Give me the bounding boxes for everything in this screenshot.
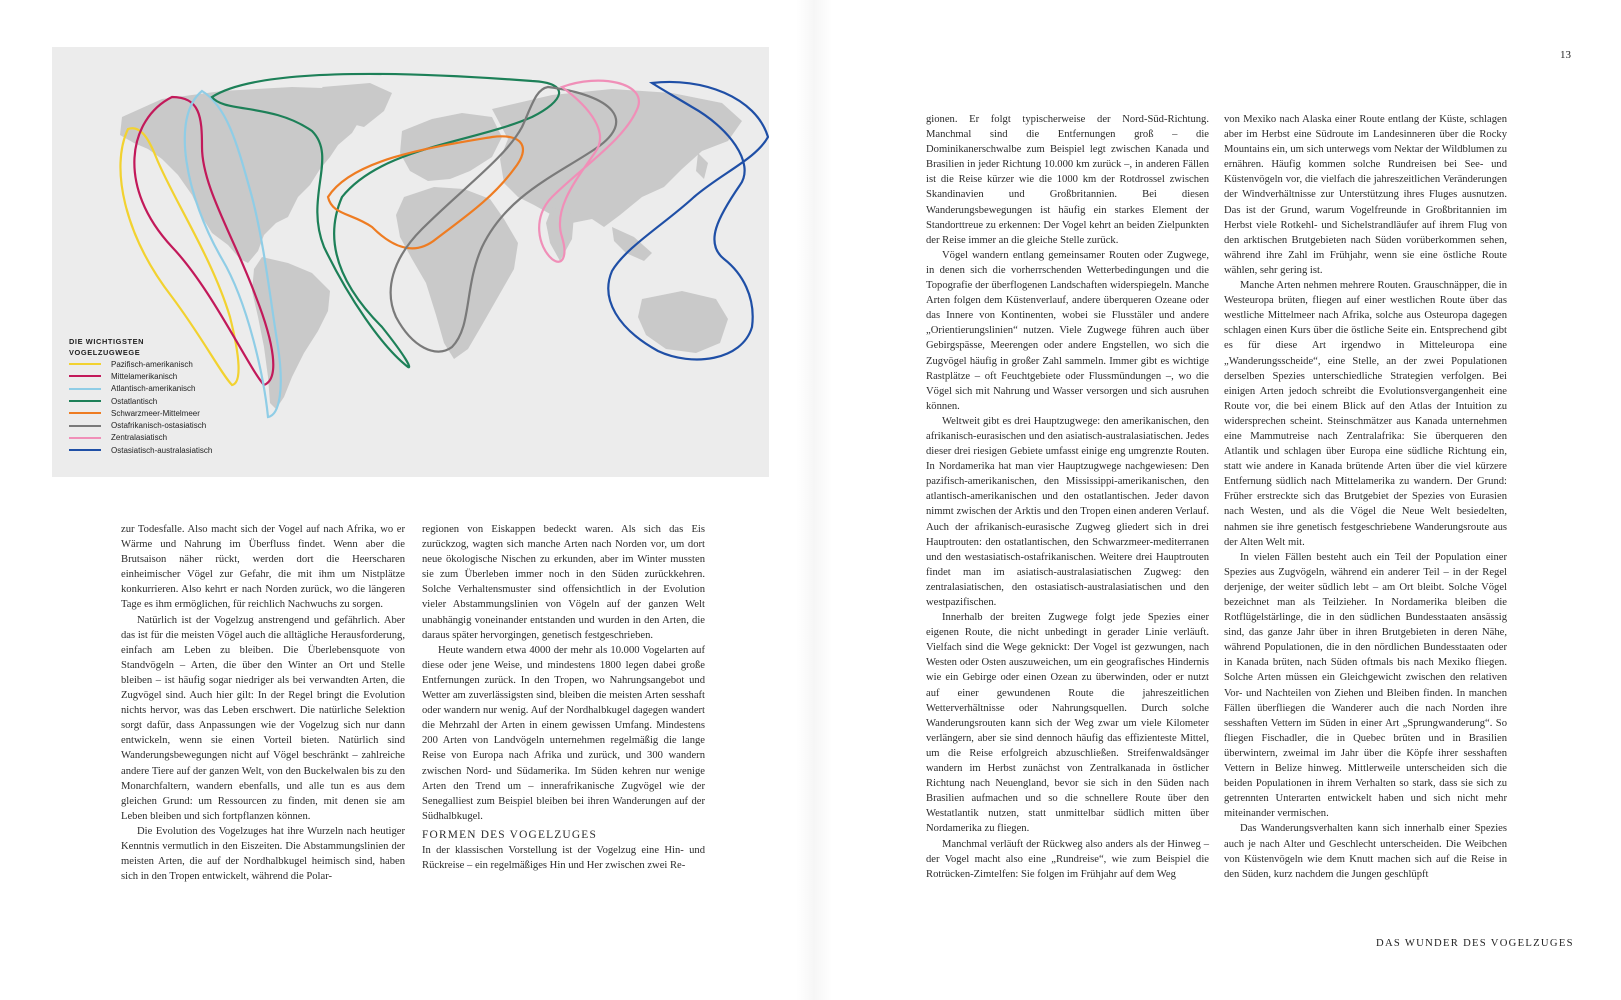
paragraph: Weltweit gibt es drei Hauptzugwege: den amerikanischen, den afrikanisch-eurasischen und den asiatisch-australasiatischen. Jedes dieser drei riesigen Gebiete umfasst einige eng umgrenzte Routen. In Nordamerika hat man vier Hauptzugwege nachgewiesen: Den pazifisch-amerikanischen, den Mississippi-amerikanischen, den atlantisch-amerikanischen und den ostatlantischen. Jeder davon nimmt zwischen der Arktis und den Tropen einen anderen Verlauf. Auch der afrikanisch-eurasische Zugweg gliedert sich in drei Hauptrouten: den ostatlantischen, den Schwarzmeer-mediterranen und den westasiatisch-ostafrikanischen. Weitere drei Hauptrouten findet man im asiatisch-australasiatischen Zugweg: den zentralasiatischen, den ostasiatisch-australasiatischen und den westpazifischen. xyxy=(926,415,1209,608)
legend-item-east-atlantic xyxy=(69,395,299,407)
paragraph: Heute wandern etwa 4000 der mehr als 10.000 Vogelarten auf diese oder jene Weise, und mindestens 1800 legen dabei große Entfernungen zurück. In den Tropen, wo Nahrungsangebot und Wetter am zuverlässigsten sind, bleiben die meisten Arten sesshaft oder wandern nur wenig. Auf der Nordhalbkugel dagegen wandert die Mehrzahl der Arten in einem gewissen Umfang. Mindestens 200 Arten von Landvögeln unternehmen regelmäßig die lange Reise von Europa nach Afrika und zurück, und 300 wandern zwischen Nord- und Südamerika. Im Süden kehren nur wenige Arten den Trend um – innerafrikanische Zugvögel wie der Senegalliest zum Beispiel bleiben bei ihren Wanderungen auf der Südhalbkugel. xyxy=(422,644,705,822)
page-gutter xyxy=(796,0,832,1000)
legend-label: Ostafrikanisch-ostasiatisch xyxy=(111,421,207,431)
paragraph: Natürlich ist der Vogelzug anstrengend und gefährlich. Aber das ist für die meisten Vögel auch die alltägliche Herausforderung, einfach am Leben zu bleiben. Die Überlebensquote von Standvögeln – Arten, die über den Winter an Ort und Stelle bleiben – ist häufig sogar niedriger als bei verwandten Arten, die Zugvögel sind. Auch hier gilt: In der Regel bringt die Evolution nichts hervor, was das Leben erschwert. Die natürliche Selektion sorgt dafür, dass Anpassungen wie der Vogelzug sich nur dann entwickeln, wenn sie einen Vorteil bieten. Natürlich sind Wanderungsbewegungen nicht auf Vögel beschränkt – zahlreiche andere Tiere auf der ganzen Welt, von den Buckelwalen bis zu den Monarchfaltern, wandern ebenfalls, und alle tun es aus dem gleichen Grund: um Ressourcen zu finden, mit denen sie am Leben bleiben und sich fortpflanzen können. xyxy=(121,614,405,822)
legend-item-atlantic-american xyxy=(69,383,299,395)
paragraph: Manchmal verläuft der Rückweg also anders als der Hinweg – der Vogel macht also eine „Rundreise“, wie zum Beispiel die Rotrücken-Zimtelfen: Sie folgen im Frühjahr auf dem Weg xyxy=(926,838,1209,880)
legend-item-central-american xyxy=(69,370,299,382)
legend-swatch xyxy=(69,449,101,451)
legend-swatch xyxy=(69,400,101,402)
legend-item-east-africa-east-asia xyxy=(69,419,299,431)
paragraph: Die Evolution des Vogelzuges hat ihre Wurzeln nach heutiger Kenntnis vermutlich in den Eiszeiten. Die Abstammungslinien der meisten Arten, die auf der Nordhalbkugel heimisch sind, haben sich in den Tropen entwickelt, während die Polar- xyxy=(121,825,405,883)
legend-item-central-asian xyxy=(69,432,299,444)
legend-label: Atlantisch-amerikanisch xyxy=(111,384,196,394)
legend-title-line-2: VOGELZUGWEGE xyxy=(69,348,141,357)
legend-swatch xyxy=(69,412,101,414)
legend-title-line-1: DIE WICHTIGSTEN xyxy=(69,337,145,346)
map-legend xyxy=(69,336,299,456)
australia xyxy=(638,291,728,353)
legend-item-pacific-american xyxy=(69,358,299,370)
section-heading: FORMEN DES VOGELZUGES xyxy=(422,828,597,841)
paragraph: regionen von Eiskappen bedeckt waren. Als sich das Eis zurückzog, wagten sich manche Arten nach Norden vor, um dort neue ökologische Nischen zu erkunden, aber im Winter mussten sie zum Überleben immer noch in den Süden zurückkehren. Solche Verhaltensmuster sind offensichtlich in der Evolution vieler Abstammungslinien von Vögeln auf der ganzen Welt unabhängig voneinander entstanden und wurden in den Arten, die daraus später hervorgingen, genetisch festgeschrieben. xyxy=(422,524,705,641)
legend-label: Ostasiatisch-australasiatisch xyxy=(111,445,213,455)
legend-swatch xyxy=(69,388,101,390)
legend-swatch xyxy=(69,437,101,439)
paragraph: Manche Arten nehmen mehrere Routen. Grauschnäpper, die in Westeuropa brüten, fliegen auf einer westlichen Route über das westliche Mittelmeer nach Afrika, solche aus Osteuropa dagegen schlagen einen Kurs über die östliche Seite ein. Entsprechend gibt es für diese Art irgendwo in Mitteleuropa eine „Wanderungsscheide“, eine Stelle, an der zwei Populationen derselben Spezies unterschiedliche Strategien verfolgen. Bei einigen Arten jedoch schreibt die Evolutionsvergangenheit eine Route vor, die bei einem Blick auf den Atlas der Intuition zu widersprechen scheint. Steinschmätzer aus Kanada unternehmen eine Mammutreise nach Zentralafrika: Sie überqueren den Atlantik und schlagen über Europa eine südliche Richtung ein, statt wie andere in Kanada brütende Arten über die viel kürzere Entfernung südlich nach Mittelamerika zu wandern. Der Grund: Früher erstreckte sich das Brutgebiet der Spezies von Eurasien nach Westen, und als die Vögel die Neue Welt besiedelten, nahmen sie ihre genetisch festgeschriebene Wanderungsroute aus der Alten Welt mit. xyxy=(1224,280,1507,548)
legend-label: Ostatlantisch xyxy=(111,396,158,406)
legend-label: Schwarzmeer-Mittelmeer xyxy=(111,408,200,418)
paragraph: Innerhalb der breiten Zugwege folgt jede Spezies einer eigenen Route, die nicht unbedingt in gerader Linie verläuft. Vielfach sind die Wege geknickt: Der Vogel ist gezwungen, nach Westen oder Osten auszuweichen, um ein geografisches Hindernis wie ein Gebirge oder einen Ozean zu überwinden, oder er nutzt auf einer gewundenen Route die jahreszeitlichen Wetterverhältnisse oder Nahrungsquellen. Durch solche Wanderungsrouten kann sich der Weg zwar um viele Kilometer verlängern, aber sie sind dennoch häufig das effizienteste Mittel, um die Reise erfolgreich abzuschließen. Streifenwaldsänger wandern im Herbst zunächst von Zentralkanada in östlicher Richtung nach Neuengland, bevor sie sich in den Süden nach Brasilien aufmachen und so die schnellere Route über den Westatlantik nutzen, statt unmittelbar südlich mitten über Nordamerika zu fliegen. xyxy=(926,612,1209,835)
legend-label: Mittelamerikanisch xyxy=(111,371,178,381)
paragraph: Das Wanderungsverhalten kann sich innerhalb einer Spezies auch je nach Alter und Geschlecht unterscheiden. Die Weibchen von Küstenvögeln wie dem Knutt machen sich auf die Reise in den Süden, kurz nachdem die Jungen geschlüpft xyxy=(1224,823,1507,880)
paragraph: In der klassischen Vorstellung ist der Vogelzug eine Hin- und Rückreise – ein regelmäßiges Hin und Her zwischen zwei Re- xyxy=(422,844,705,872)
legend-swatch xyxy=(69,363,101,365)
running-footer: DAS WUNDER DES VOGELZUGES xyxy=(1376,938,1574,949)
page-number: 13 xyxy=(1560,49,1571,61)
legend-label: Zentralasiatisch xyxy=(111,433,168,443)
text-column-2 xyxy=(422,522,705,873)
paragraph: zur Todesfalle. Also macht sich der Vogel auf nach Afrika, wo er Wärme und Nahrung im Überfluss findet. Wenn aber die Brutsaison näher rückt, werden dort die Heerscharen einheimischer Vögel zur Gefahr, die mit ihm um Nistplätze konkurrieren. Also kehrt er nach Norden zurück, wo die längeren Tage es ihm ermöglichen, für reichlich Nachwuchs zu sorgen. xyxy=(121,524,405,611)
text-column-3 xyxy=(926,112,1209,882)
legend-label: Pazifisch-amerikanisch xyxy=(111,359,193,369)
legend-swatch xyxy=(69,425,101,427)
paragraph: von Mexiko nach Alaska einer Route entlang der Küste, schlagen aber im Herbst eine Südroute im Landesinneren über die Rocky Mountains ein, um sich unterwegs vom Nektar der Wildblumen zu ernähren. Häufig kommen solche Rundreisen bei See- und Küstenvögeln vor, die vielfach die jahreszeitlichen Veränderungen der Windverhältnisse zur Unterstützung ihres Fluges ausnutzen. Das ist der Grund, warum Vogelfreunde in Großbritannien im Herbst viele Rotkehl- und Sichelstrandläufer auf ihrem Flug von den arktischen Brutgebieten nach Süden vorüberkommen sehen, während ihre Zahl im Frühjahr, wenn sie eine östliche Route wählen, sehr gering ist. xyxy=(1224,114,1507,276)
text-column-4 xyxy=(1224,112,1507,882)
legend-item-east-asia-australasia xyxy=(69,444,299,456)
migration-map xyxy=(52,47,769,477)
paragraph: gionen. Er folgt typischerweise der Nord-Süd-Richtung. Manchmal sind die Entfernungen groß – die Dominikanerschwalbe zum Beispiel legt zwischen Kanada und Brasilien in jeder Richtung 10.000 km zurück –, in anderen Fällen ist die Reise kürzer wie die 1000 km der Rotdrossel zwischen Skandinavien und Großbritannien. Bei diesen Wanderungsbewegungen ist häufig ein starkes Element der Standorttreue zu erkennen: Der Vogel kehrt an beiden Zielpunkten der Reise immer an die gleiche Stelle zurück. xyxy=(926,114,1209,246)
legend-swatch xyxy=(69,375,101,377)
legend-item-black-sea-mediterranean xyxy=(69,407,299,419)
japan xyxy=(696,153,708,179)
text-column-1 xyxy=(121,522,405,884)
paragraph: In vielen Fällen besteht auch ein Teil der Population einer Spezies aus Zugvögeln, während ein anderer Teil – in der Regel derjenige, der weiter südlich lebt – am Ort bleibt. Solche Vögel bezeichnet man als Teilzieher. In Nordamerika bleiben die Rotflügelstärlinge, die in den südlichen Bundesstaaten ansässig sind, das ganze Jahr über in ihren Brutgebieten in deren Nähe, während Populationen, die in den nördlichen Bundesstaaten oder in Kanada brüten, nach Süden oftmals bis nach Mexiko fliegen. Solche Arten müssen ein Gleichgewicht zwischen den relativen Vor- und Nachteilen von Ziehen und Bleiben finden. In manchen Fällen überfliegen die Wanderer auch die nach Norden ihre sesshaften Vettern im Süden in einer Art „Sprungwanderung“. So fliegen Fischadler, die in Quebec brüten und in Brasilien überwintern, zweimal im Jahr über die Köpfe ihrer sesshaften Vettern in Belize hinweg. Mittlerweile unterscheiden sich die beiden Populationen in ihrem Verhalten so stark, dass sie sich zu getrennten Unterarten entwickelt haben und sich nicht mehr miteinander vermischen. xyxy=(1224,551,1507,820)
southeast-asia xyxy=(612,227,652,261)
paragraph: Vögel wandern entlang gemeinsamer Routen oder Zugwege, in denen sich die vorherrschenden Wetterbedingungen und die Topografie der überflogenen Landschaften widerspiegeln. Manche Arten folgen dem Küstenverlauf, andere überqueren Ozeane oder das Innere von Kontinenten, wobei sie Flusstäler und andere „Orientierungslinien“ nutzen. Viele Zugwege führen auch über Gebirgspässe, Meerengen oder andere Engstellen, wo sich die Zugvögel häufig in großer Zahl sammeln. Immer gibt es wichtige Rastplätze – oft Feuchtgebiete oder Flussmündungen –, wo die Vögel sich mit Nahrung und Wasser versorgen und sich ausruhen können. xyxy=(926,249,1209,412)
africa xyxy=(396,187,518,359)
